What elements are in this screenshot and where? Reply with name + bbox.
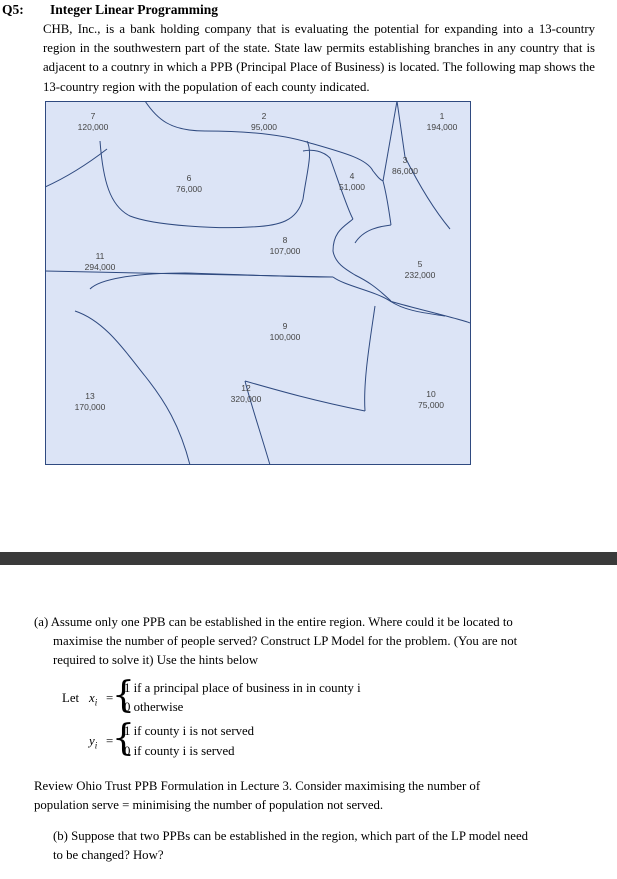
question-title: Integer Linear Programming — [50, 2, 218, 17]
county-3-label: 3 86,000 — [392, 155, 418, 176]
hint-y-brace: { — [112, 718, 135, 759]
hint-x-case-1: 1 if a principal place of business in in county i — [124, 681, 361, 695]
hint-x-eq: = — [106, 691, 114, 705]
hint-y-var: $y_i$ — [89, 734, 98, 751]
county-4-label: 4 51,000 — [339, 171, 365, 192]
part-a-line-1: (a) Assume only one PPB can be established in the entire region. Where could it be located to — [34, 615, 513, 629]
county-10-label: 10 75,000 — [418, 389, 444, 410]
hint-y-case-2: 0 if county i is served — [124, 744, 235, 758]
county-1-label: 1 194,000 — [426, 111, 458, 132]
part-a-line-3: required to solve it) Use the hints below — [53, 653, 259, 667]
county-9-label: 9 100,000 — [269, 321, 301, 342]
county-12-label: 12 320,000 — [230, 383, 262, 404]
hint-y-case-1: 1 if county i is not served — [124, 724, 255, 738]
county-13-label: 13 170,000 — [74, 391, 106, 412]
county-5-label: 5 232,000 — [404, 259, 436, 280]
part-a-line-2: maximise the number of people served? Construct LP Model for the problem. (You are not — [53, 634, 518, 648]
county-2-label: 2 95,000 — [251, 111, 277, 132]
hint-x-var: $x_i$ — [89, 691, 98, 708]
hint-let: Let — [62, 691, 80, 705]
section-divider — [0, 552, 617, 565]
hint-x-brace: { — [112, 675, 135, 716]
question-number: Q5: — [2, 2, 24, 17]
part-b-line-1: (b) Suppose that two PPBs can be established in the region, which part of the LP model need — [53, 829, 529, 843]
question-intro: CHB, Inc., is a bank holding company that is evaluating the potential for expanding into a 13-country region in the southwestern part of the state. State law permits establishing branches in any country that is adjacent to a coutnry in which a PPB (Principal Place of Business) is located. The following map shows the 13-country region with the population of each county indicated. — [43, 22, 595, 94]
county-7-label: 7 120,000 — [77, 111, 109, 132]
county-map — [45, 101, 471, 465]
hint-y-eq: = — [106, 734, 114, 748]
review-line-2: population serve = minimising the number of population not served. — [34, 798, 384, 812]
county-11-label: 11 294,000 — [84, 251, 116, 272]
hint-x-case-2: 0 otherwise — [124, 700, 184, 714]
county-8-label: 8 107,000 — [269, 235, 301, 256]
county-6-label: 6 76,000 — [176, 173, 202, 194]
review-line-1: Review Ohio Trust PPB Formulation in Lecture 3. Consider maximising the number of — [34, 779, 481, 793]
part-b-line-2: to be changed? How? — [53, 848, 164, 862]
